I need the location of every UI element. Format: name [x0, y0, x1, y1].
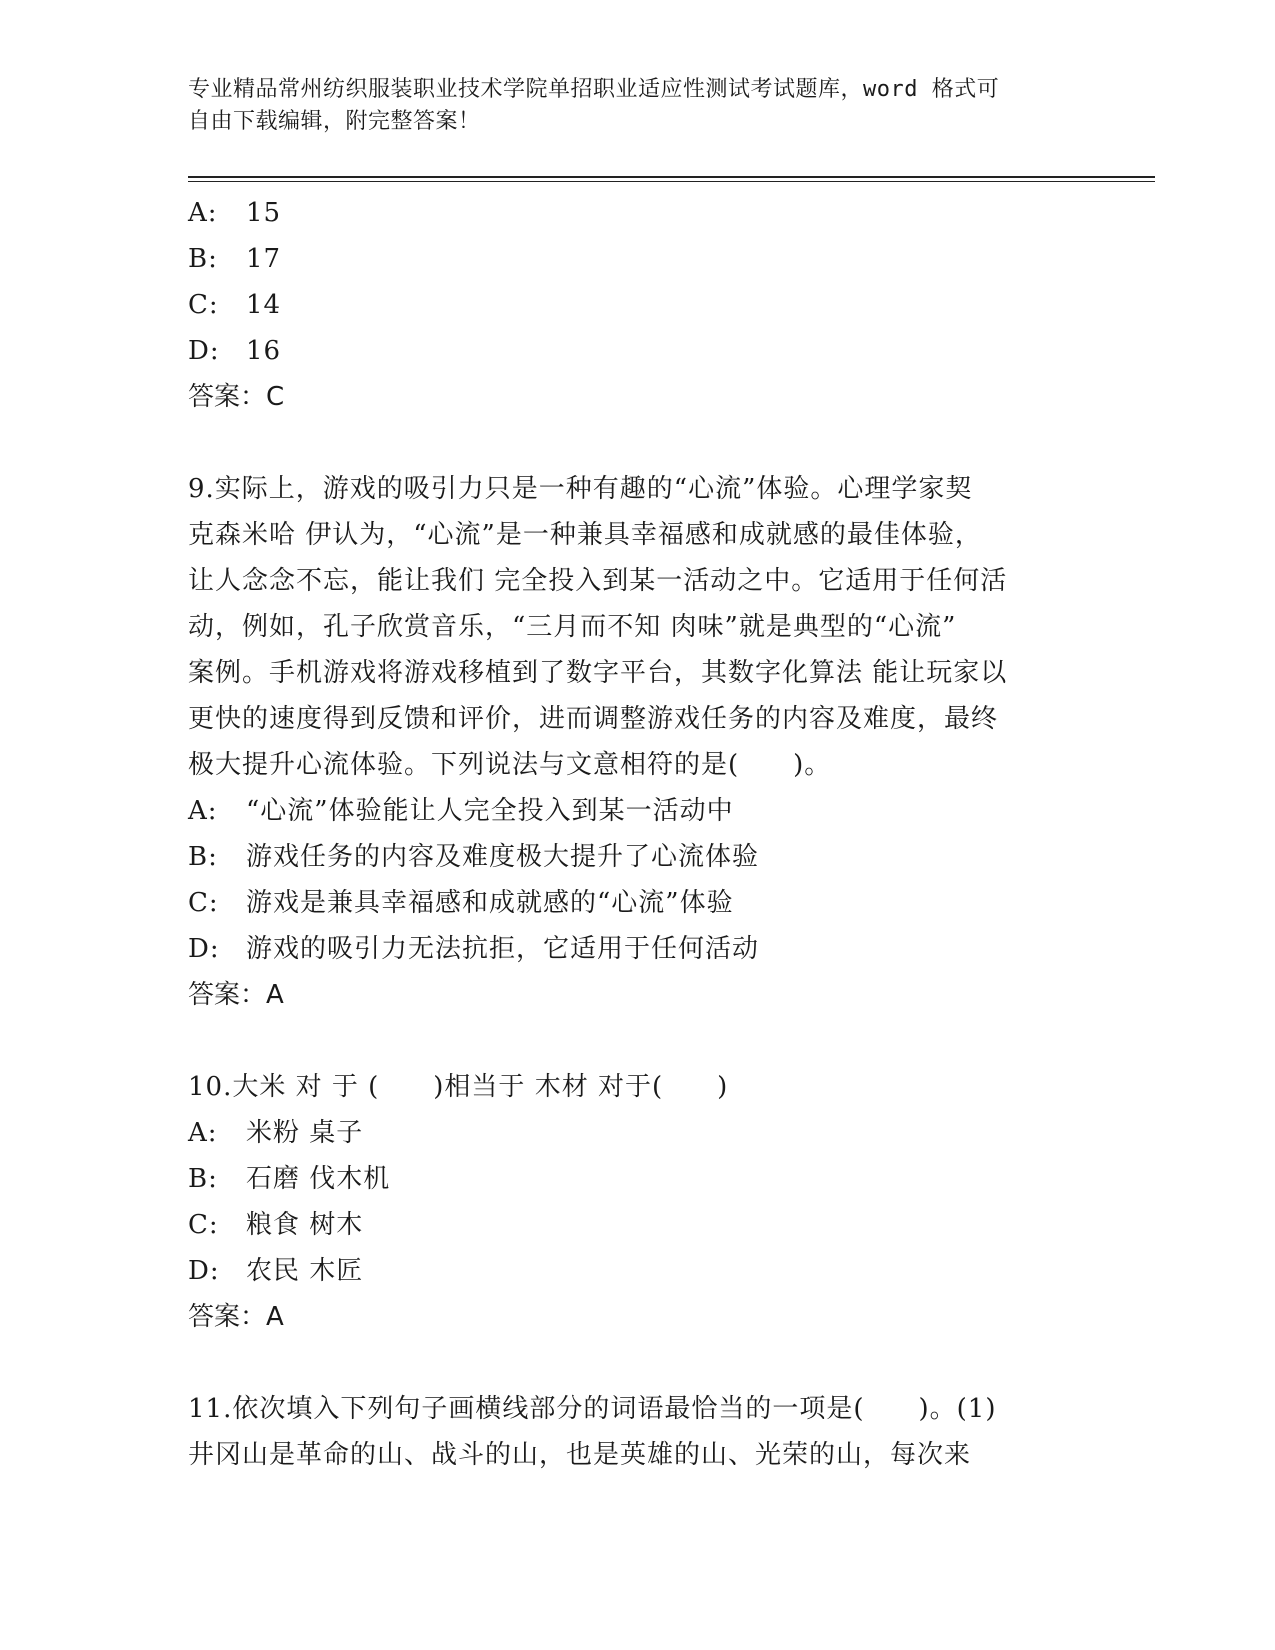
- option-key: D:: [188, 1256, 220, 1286]
- option-text: 石磨 伐木机: [246, 1164, 391, 1194]
- option-text: 15: [246, 198, 282, 228]
- option-key: C:: [188, 290, 219, 320]
- option-text: 16: [246, 336, 282, 366]
- option-text: 粮食 树木: [246, 1210, 364, 1240]
- spacer: [188, 420, 1088, 466]
- option-key: D:: [188, 934, 220, 964]
- option-key: B:: [188, 1164, 218, 1194]
- option-text: 农民 木匠: [246, 1256, 364, 1286]
- option-key: A:: [188, 796, 218, 826]
- option-text: “心流”体验能让人完全投入到某一活动中: [246, 796, 734, 826]
- q10-option-d: [188, 1248, 1088, 1294]
- option-key: A:: [188, 198, 218, 228]
- q9-question-line: 动，例如，孔子欣赏音乐，“三月而不知 肉味”就是典型的“心流”: [188, 612, 957, 642]
- header-divider-thin: [188, 181, 1155, 182]
- q9-option-a: [188, 788, 1088, 834]
- q8-option-d: [188, 328, 1088, 374]
- header-line-1: 专业精品常州纺织服装职业技术学院单招职业适应性测试考试题库，word 格式可: [188, 77, 1000, 102]
- q8-option-c: [188, 282, 1088, 328]
- q9-question-line: 案例。手机游戏将游戏移植到了数字平台，其数字化算法 能让玩家以: [188, 658, 1008, 688]
- header-line-2: 自由下载编辑，附完整答案！: [188, 109, 481, 134]
- spacer: [188, 1018, 1088, 1064]
- option-text: 游戏是兼具幸福感和成就感的“心流”体验: [246, 888, 734, 918]
- q9-question-line: 克森米哈 伊认为，“心流”是一种兼具幸福感和成就感的最佳体验，: [188, 520, 982, 550]
- option-key: B:: [188, 244, 218, 274]
- option-key: C:: [188, 888, 219, 918]
- q10-answer: 答案：A: [188, 1302, 284, 1332]
- q9-option-b: [188, 834, 1088, 880]
- question-content: [188, 190, 1088, 1478]
- q10-option-c: [188, 1202, 1088, 1248]
- q10-option-b: [188, 1156, 1088, 1202]
- document-header: [188, 74, 1088, 138]
- q9-question-line: 9.实际上，游戏的吸引力只是一种有趣的“心流”体验。心理学家契: [188, 474, 973, 504]
- q9-question-line: 更快的速度得到反馈和评价，进而调整游戏任务的内容及难度，最终: [188, 704, 999, 734]
- header-divider-thick: [188, 176, 1155, 178]
- q10-option-a: [188, 1110, 1088, 1156]
- option-text: 17: [246, 244, 282, 274]
- q9-option-d: [188, 926, 1088, 972]
- option-key: C:: [188, 1210, 219, 1240]
- option-key: B:: [188, 842, 218, 872]
- q9-option-c: [188, 880, 1088, 926]
- option-key: A:: [188, 1118, 218, 1148]
- option-key: D:: [188, 336, 220, 366]
- spacer: [188, 1340, 1088, 1386]
- q8-option-a: [188, 190, 1088, 236]
- q8-option-b: [188, 236, 1088, 282]
- q10-question: 10.大米 对 于 ( )相当于 木材 对于( ): [188, 1072, 729, 1102]
- q9-question-line: 让人念念不忘，能让我们 完全投入到某一活动之中。它适用于任何活: [188, 566, 1008, 596]
- q9-question-line: 极大提升心流体验。下列说法与文意相符的是( )。: [188, 750, 832, 780]
- option-text: 游戏的吸引力无法抗拒，它适用于任何活动: [246, 934, 760, 964]
- q9-answer: 答案：A: [188, 980, 284, 1010]
- option-text: 14: [246, 290, 282, 320]
- option-text: 游戏任务的内容及难度极大提升了心流体验: [246, 842, 760, 872]
- q11-question-line: 11.依次填入下列句子画横线部分的词语最恰当的一项是( )。(1): [188, 1394, 997, 1424]
- option-text: 米粉 桌子: [246, 1118, 364, 1148]
- q11-question-line: 井冈山是革命的山、战斗的山，也是英雄的山、光荣的山，每次来: [188, 1440, 972, 1470]
- q8-answer: 答案：C: [188, 382, 285, 412]
